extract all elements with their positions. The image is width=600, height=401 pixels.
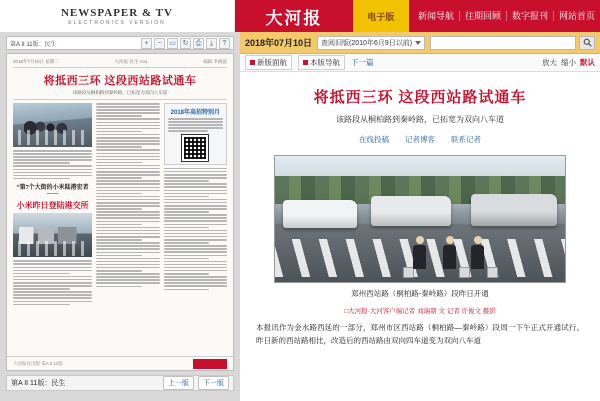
chevron-down-icon [415, 41, 421, 45]
newspaper-footer [7, 356, 233, 370]
search-area [430, 36, 595, 50]
article-credit: □大河报·大河客户端记者 刘瑞朝 文 记者 许俊文 摄影 [344, 308, 496, 315]
photo-car-1 [283, 200, 357, 228]
archive-select[interactable] [317, 36, 425, 50]
photo-car-3 [471, 194, 557, 226]
newspaper-date: 2018年7月10日 星期二 [13, 59, 59, 64]
newspaper-page-pane [0, 32, 240, 401]
newspaper-headline[interactable]: 将抵西三环 这段西站路试通车 [43, 75, 197, 87]
article-body [256, 321, 584, 347]
square-bullet-icon [250, 60, 255, 65]
newspaper-top-line [13, 59, 227, 68]
article-photo-road-opening[interactable] [274, 155, 566, 283]
next-article-link[interactable]: 下一篇 [351, 58, 374, 67]
zoom-in-link[interactable]: 放大 [542, 58, 557, 67]
search-input[interactable] [430, 36, 576, 50]
rotate-icon[interactable]: ↻ [180, 38, 191, 49]
newspaper-sub-headline-1: “第7个大街的小米陆港宏者—— [16, 185, 89, 198]
current-section-label: 本版导航 [310, 58, 340, 67]
nav-item-digital[interactable]: 数字报刊 [507, 11, 554, 21]
newspaper-column-1 [13, 103, 92, 308]
news-photo-people [13, 103, 92, 147]
masthead-subtitle: ELECTRONICS VERSION [68, 19, 166, 26]
zoom-in-icon[interactable]: + [141, 38, 152, 49]
newspaper-footer-text: 大河报社出版 第A II 11版 [13, 360, 63, 366]
epaper-tag[interactable]: 电子版 [353, 0, 409, 32]
download-icon[interactable]: ⤓ [206, 38, 217, 49]
article-title: 将抵西三环 这段西站路试通车 [313, 90, 527, 106]
photo-person-2 [443, 236, 456, 276]
page-toolbar [6, 36, 234, 50]
top-header-bar [0, 0, 600, 32]
toolbar-icon-group [141, 38, 230, 49]
nav-item-home[interactable]: 网站首页 [558, 11, 595, 21]
column-1-text-block [13, 150, 92, 179]
photo-person-1 [413, 236, 426, 276]
feature-box-title: 2018年高招特别月 [170, 110, 220, 116]
zoom-default-link[interactable]: 默认 [580, 58, 595, 67]
newspaper-section: 大河报·民生 A11 [114, 59, 148, 64]
section-toolbar [240, 54, 600, 72]
nav-item-news[interactable]: 新闻导航 [413, 11, 460, 21]
feature-box-text [168, 118, 223, 132]
search-icon[interactable] [579, 36, 595, 50]
brand-logo[interactable] [235, 0, 353, 32]
zoom-out-link[interactable]: 缩小 [561, 58, 576, 67]
news-photo-group [13, 213, 92, 257]
masthead-logo [0, 0, 235, 32]
brand-name: 大河报 [265, 8, 323, 28]
article-link-row [256, 134, 584, 145]
photo-bucket-2 [459, 267, 470, 278]
newspaper-column-2 [96, 103, 159, 308]
page-bottom-bar [6, 375, 234, 391]
column-3-text-block [164, 168, 227, 290]
newspaper-page-image[interactable] [6, 53, 234, 371]
page-toolbar-label: 第A II 11版：民生 [10, 41, 57, 48]
photo-car-2 [371, 196, 451, 226]
newspaper-ad-block [193, 359, 227, 369]
prev-section-label: 新版面航 [257, 58, 287, 67]
article-content [240, 72, 600, 401]
archive-select-label: 查阅旧版(2010年6月9日以前) [321, 39, 413, 47]
help-icon[interactable]: ? [219, 38, 230, 49]
photo-bucket-3 [487, 267, 498, 278]
prev-section-button[interactable] [245, 55, 292, 70]
current-section-button[interactable] [298, 55, 345, 70]
contact-reporter-link[interactable]: 联系记者 [451, 135, 481, 144]
newspaper-subhead: 该路段从桐柏路到秦岭路，已拓宽为双向八车道 [72, 90, 168, 95]
column-1-text-block-2 [13, 260, 92, 305]
page-bottom-label: 第A II 11版：民生 [11, 380, 66, 387]
article-photo-caption: 郑州西站路（桐柏路-秦岭路）段昨日开通 [351, 289, 489, 298]
submit-article-link[interactable]: 在线投稿 [359, 135, 389, 144]
newspaper-feature-box [164, 103, 227, 165]
photo-person-3 [471, 236, 484, 276]
square-bullet-icon-2 [303, 60, 308, 65]
print-icon[interactable]: ⎙ [193, 38, 204, 49]
newspaper-sub-headline-2[interactable]: 小米昨日登陆港交所 [16, 201, 89, 211]
current-date: 2018年07月10日 [245, 38, 313, 48]
fit-page-icon[interactable]: ▭ [167, 38, 178, 49]
top-navigation [409, 0, 600, 32]
newspaper-columns [13, 103, 227, 308]
prev-page-button[interactable]: 上一版 [163, 376, 194, 390]
reporter-blog-link[interactable]: 记者博客 [405, 135, 435, 144]
divider [13, 99, 227, 100]
nav-item-archive[interactable]: 往期回顾 [460, 11, 507, 21]
zoom-controls [542, 57, 595, 68]
qr-code-icon [182, 135, 208, 161]
article-subtitle: 该路段从桐柏路到秦岭路，已拓宽为双向八车道 [336, 115, 504, 124]
newspaper-column-3 [164, 103, 227, 308]
article-paragraph-1: 本报讯作为金水路西延的一部分，郑州市区西站路（桐柏路—秦岭路）段周一下午正式开通试行。昨日新的西站路相比，改造后的西站路由双向四车道变为双向八车道 [256, 323, 584, 345]
masthead-title: NEWSPAPER & TV [60, 6, 173, 19]
zoom-out-icon[interactable]: − [154, 38, 165, 49]
column-2-text-block [96, 103, 159, 287]
next-page-button[interactable]: 下一版 [198, 376, 229, 390]
newspaper-editor: 编辑 李晓波 [203, 59, 227, 64]
date-toolbar [240, 32, 600, 54]
article-pane [240, 32, 600, 401]
